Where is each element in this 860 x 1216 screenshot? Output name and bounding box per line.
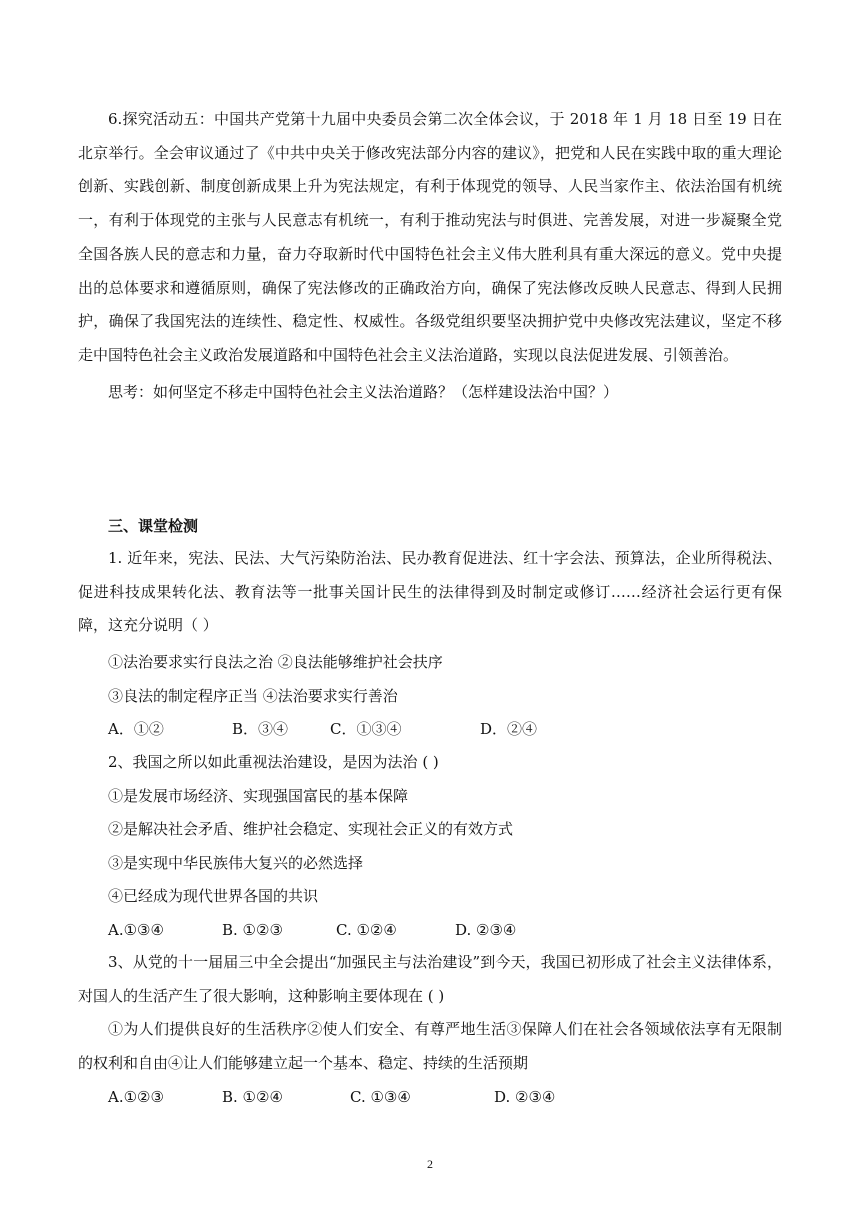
q1-stem: 1. 近年来，宪法、民法、大气污染防治法、民办教育促进法、红十字会法、预算法，企业所得税法、促进科技成果转化法、教育法等一批事关国计民生的法律得到及时制定或修订……经济社会运行更有保障，这充分说明（ ）: [78, 549, 782, 635]
q2-item-4: ④已经成为现代世界各国的共识: [108, 887, 319, 905]
q2-item-3: ③是实现中华民族伟大复兴的必然选择: [108, 854, 364, 872]
q3-items: ①为人们提供良好的生活秩序②使人们安全、有尊严地生活③保障人们在社会各领域依法享有无限制的权利和自由④让人们能够建立起一个基本、稳定、持续的生活预期: [78, 1020, 782, 1072]
q3-option-b: B. ①②④: [222, 1088, 283, 1106]
q2-option-b: B. ①②③: [222, 921, 283, 939]
q3-option-d: D. ②③④: [494, 1088, 556, 1106]
q1-items-row1: ①法治要求实行良法之治 ②良法能够维护社会扶序: [108, 653, 443, 671]
q2-stem: 2、我国之所以如此重视法治建设，是因为法治 ( ): [108, 753, 439, 771]
section-title: 三、课堂检测: [108, 517, 199, 535]
q1-option-a: A．①②: [108, 720, 164, 738]
q2-option-c: C. ①②④: [336, 921, 397, 939]
q2-option-d: D. ②③④: [455, 921, 517, 939]
q2-option-a: A.①③④: [108, 921, 164, 939]
q2-item-1: ①是发展市场经济、实现强国富民的基本保障: [108, 787, 409, 805]
activity-question: 思考：如何坚定不移走中国特色社会主义法治道路？（怎样建设法治中国？）: [108, 383, 619, 401]
activity-paragraph: 6.探究活动五：中国共产党第十九届中央委员会第二次全体会议，于 2018 年 1 月 18 日至 19 日在北京举行。全会审议通过了《中共中央关于修改宪法部分内容的建议》，把党和人民在实践中取的重大理论创新、实践创新、制度创新成果上升为宪法规定，有利于体现党的领导、人民当家作主、依法治国有机统一，有利于体现党的主张与人民意志有机统一，有利于推动宪法与时俱进、完善发展，对进一步凝聚全党全国各族人民的意志和力量，奋力夺取新时代中国特色社会主义伟大胜利具有重大深远的意义。党中央提出的总体要求和遵循原则，确保了宪法修改的正确政治方向，确保了宪法修改反映人民意志、得到人民拥护，确保了我国宪法的连续性、稳定性、权威性。各级党组织要坚决拥护党中央修改宪法建议，坚定不移走中国特色社会主义政治发展道路和中国特色社会主义法治道路，实现以良法促进发展、引领善治。: [78, 110, 782, 364]
q3-option-a: A.①②③: [108, 1088, 164, 1106]
q3-stem: 3、从党的十一届届三中全会提出“加强民主与法治建设”到今天，我国已初形成了社会主义法律体系，对国人的生活产生了很大影响，这种影响主要体现在 ( ): [78, 953, 782, 1005]
q3-option-c: C. ①③④: [350, 1088, 411, 1106]
q1-option-c: C．①③④: [330, 720, 402, 738]
page-number: 2: [427, 1157, 433, 1171]
q1-option-d: D．②④: [480, 720, 538, 738]
q1-items-row2: ③良法的制定程序正当 ④法治要求实行善治: [108, 687, 398, 705]
q1-option-b: B．③④: [232, 720, 289, 738]
q2-item-2: ②是解决社会矛盾、维护社会稳定、实现社会正义的有效方式: [108, 820, 514, 838]
